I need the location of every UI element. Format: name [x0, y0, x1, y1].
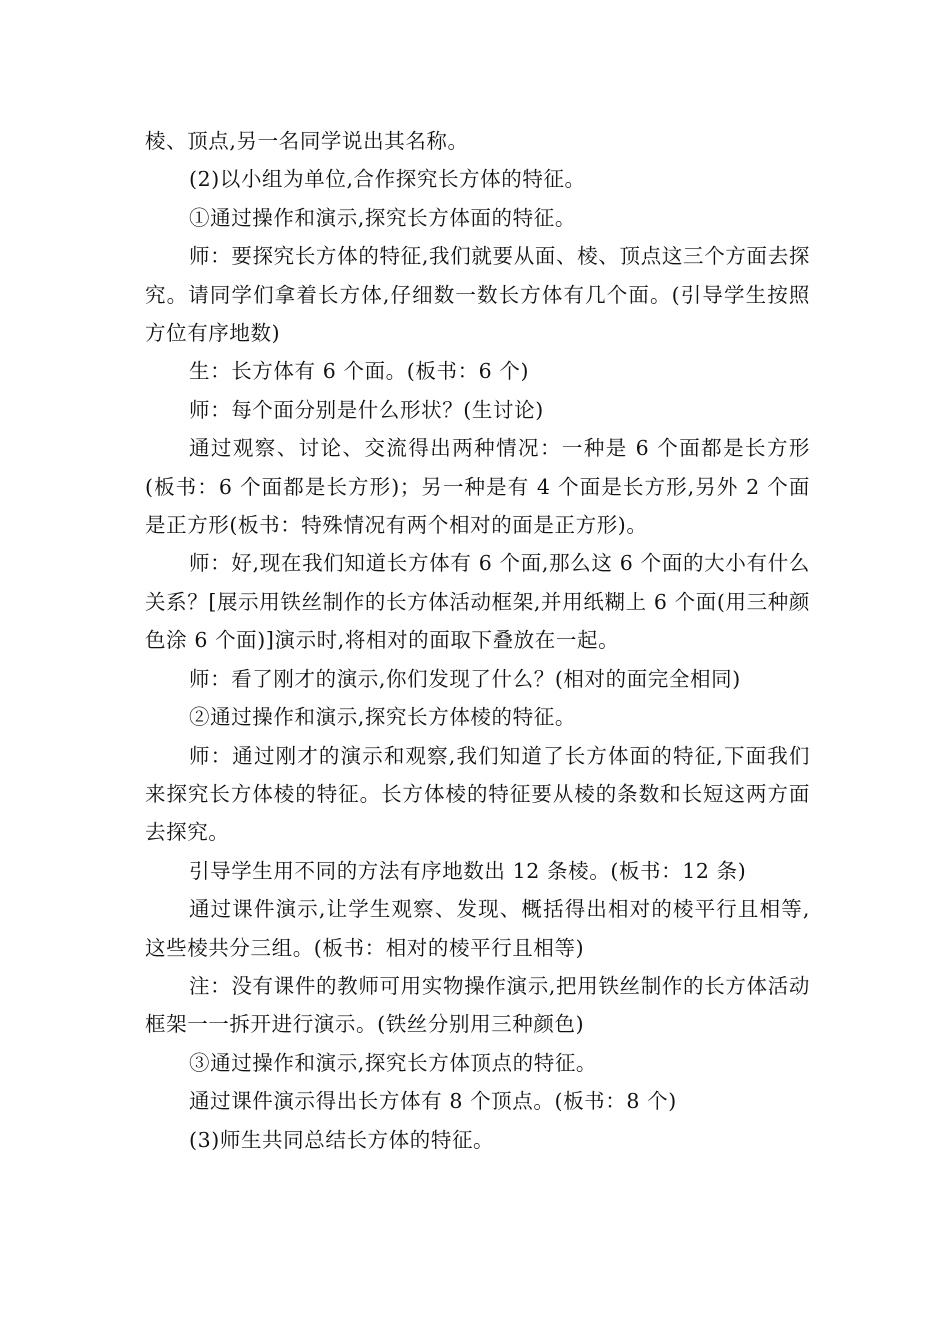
paragraph-teacher-explore-edges: 师：通过刚才的演示和观察,我们知道了长方体面的特征,下面我们来探究长方体棱的特征。长方体棱的特征要从棱的条数和长短这两方面去探究。: [145, 743, 810, 845]
document-body: [145, 122, 810, 1159]
paragraph-teacher-face-shape: 师：每个面分别是什么形状？(生讨论): [189, 397, 544, 422]
paragraph-courseware-edges: 通过课件演示,让学生观察、发现、概括得出相对的棱平行且相等,这些棱共分三组。(板书：相对的棱平行且相等): [145, 897, 810, 960]
paragraph-edges-heading: ②通过操作和演示,探究长方体棱的特征。: [189, 705, 576, 730]
paragraph-count-twelve-edges: 引导学生用不同的方法有序地数出 12 条棱。(板书：12 条): [189, 858, 747, 883]
paragraph-teacher-face-sizes: 师：好,现在我们知道长方体有 6 个面,那么这 6 个面的大小有什么关系？[展示用铁丝制作的长方体活动框架,并用纸糊上 6 个面(用三种颜色涂 6 个面)]演示时,将相对的面取下叠放在一起。: [145, 551, 810, 653]
paragraph-summary: (3)师生共同总结长方体的特征。: [189, 1127, 495, 1152]
paragraph-eight-vertices: 通过课件演示得出长方体有 8 个顶点。(板书：8 个): [189, 1089, 677, 1114]
paragraph-two-cases: 通过观察、讨论、交流得出两种情况：一种是 6 个面都是长方形(板书：6 个面都是长方形)；另一种是有 4 个面是长方形,另外 2 个面是正方形(板书：特殊情况有两个相对的面是正方形)。: [145, 436, 810, 538]
paragraph-student-six-faces: 生：长方体有 6 个面。(板书：6 个): [189, 359, 530, 384]
paragraph-group-exploration: (2)以小组为单位,合作探究长方体的特征。: [189, 167, 586, 192]
paragraph-edges-vertices-naming: 棱、顶点,另一名同学说出其名称。: [145, 129, 469, 153]
paragraph-teacher-what-found: 师：看了刚才的演示,你们发现了什么？(相对的面完全相同): [189, 666, 741, 691]
paragraph-note-no-courseware: 注：没有课件的教师可用实物操作演示,把用铁丝制作的长方体活动框架一一拆开进行演示。(铁丝分别用三种颜色): [145, 973, 810, 1037]
paragraph-vertices-heading: ③通过操作和演示,探究长方体顶点的特征。: [189, 1050, 598, 1075]
paragraph-teacher-explore-faces: 师：要探究长方体的特征,我们就要从面、棱、顶点这三个方面去探究。请同学们拿着长方体,仔细数一数长方体有几个面。(引导学生按照方位有序地数): [145, 244, 810, 346]
paragraph-faces-heading: ①通过操作和演示,探究长方体面的特征。: [189, 205, 576, 230]
